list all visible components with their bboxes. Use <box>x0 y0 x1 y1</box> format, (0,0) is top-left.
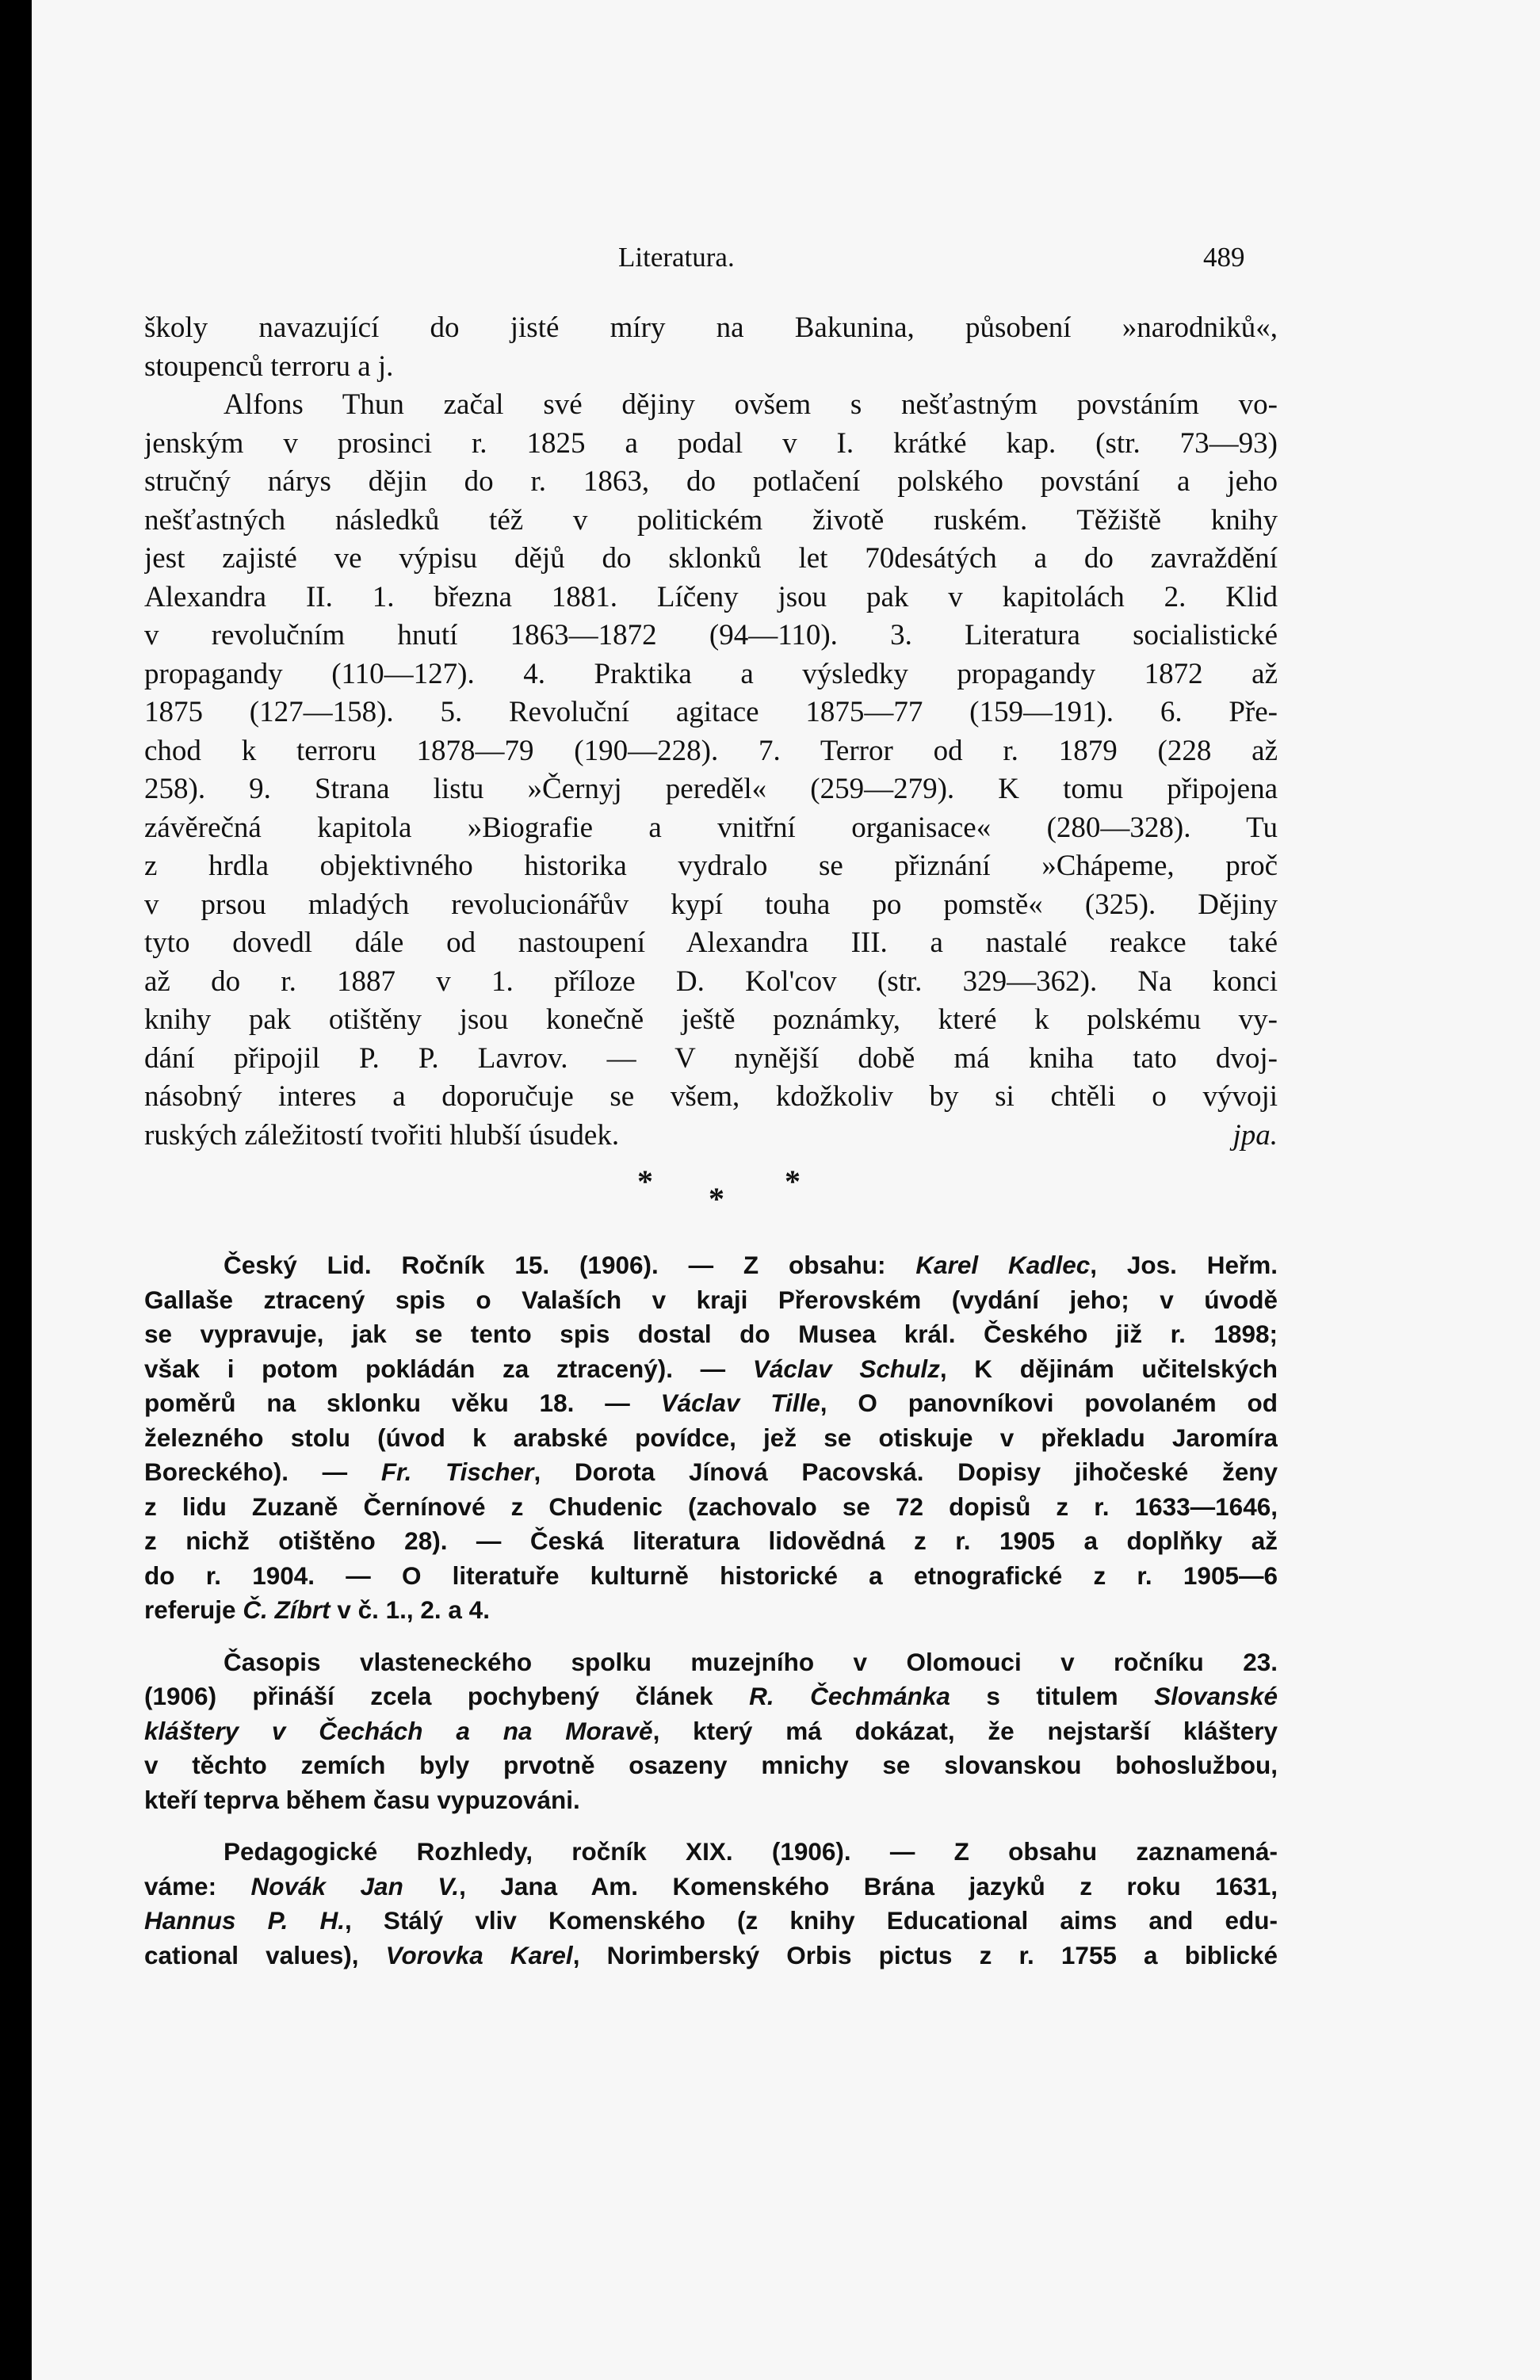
text-line: Alfons Thun začal své dějiny ovšem s nešťastným povstáním vo- <box>224 388 1278 421</box>
review-line: se vypravuje, jak se tento spis dostal do Musea král. Českého již r. 1898; <box>144 1320 1278 1348</box>
book-page <box>32 0 1540 2380</box>
article-text <box>144 309 1278 1155</box>
text-line: stoupenců terroru a j. <box>144 350 394 383</box>
text-line: školy navazující do jisté míry na Bakunina, působení »narodniků«, <box>144 311 1278 344</box>
text-line: tyto dovedl dále od nastoupení Alexandra III. a nastalé reakce také <box>144 926 1278 959</box>
review-line: cational values), Vorovka Karel, Norimberský Orbis pictus z r. 1755 a biblické <box>144 1940 1278 1969</box>
text-line: Alexandra II. 1. března 1881. Líčeny jsou pak v kapitolách 2. Klid <box>144 580 1278 613</box>
text-line: až do r. 1887 v 1. příloze D. Kol'cov (str. 329—362). Na konci <box>144 965 1278 998</box>
text-line: jenským v prosinci r. 1825 a podal v I. krátké kap. (str. 73—93) <box>144 426 1278 460</box>
review-line: (1906) přináší zcela pochybený článek R. Čechmánka s titulem Slovanské <box>144 1682 1278 1710</box>
separator-star: * <box>637 1163 653 1199</box>
review-line: z lidu Zuzaně Černínové z Chudenic (zachovalo se 72 dopisů z r. 1633—1646, <box>144 1492 1278 1521</box>
review-line: Gallaše ztracený spis o Valaších v kraji Přerovském (vydání jeho; v úvodě <box>144 1285 1278 1314</box>
review-line: Boreckého). — Fr. Tischer, Dorota Jínová Pacovská. Dopisy jihočeské ženy <box>144 1457 1278 1486</box>
review-line: však i potom pokládán za ztracený). — Václav Schulz, K dějinám učitelských <box>144 1354 1278 1383</box>
review-line: z nichž otištěno 28). — Česká literatura lidovědná z r. 1905 a doplňky až <box>144 1526 1278 1555</box>
page-header <box>32 242 1540 281</box>
review-line: do r. 1904. — O literatuře kulturně historické a etnografické z r. 1905—6 <box>144 1561 1278 1590</box>
text-line <box>144 1117 1278 1156</box>
review-line: poměrů na sklonku věku 18. — Václav Tille, O panovníkovi povolaném od <box>144 1389 1278 1417</box>
review-line: kteří teprva během času vypuzováni. <box>144 1785 580 1814</box>
page-number: 489 <box>1203 242 1245 273</box>
text-line: v revolučním hnutí 1863—1872 (94—110). 3. Literatura socialistické <box>144 619 1278 651</box>
scan-border <box>0 0 32 2380</box>
text-line: v prsou mladých revolucionářův kypí touha po pomstě« (325). Dějiny <box>144 888 1278 921</box>
review-entry <box>144 1248 1278 1628</box>
review-line: Český Lid. Ročník 15. (1906). — Z obsahu: Karel Kadlec, Jos. Heřm. <box>224 1251 1278 1279</box>
review-line: kláštery v Čechách a na Moravě, který má dokázat, že nejstarší kláštery <box>144 1716 1278 1745</box>
text-line: stručný nárys dějin do r. 1863, do potlačení polského povstání a jeho <box>144 465 1278 498</box>
review-line: Hannus P. H., Stálý vliv Komenského (z knihy Educational aims and edu- <box>144 1906 1278 1935</box>
text-line: závěrečná kapitola »Biografie a vnitřní organisace« (280—328). Tu <box>144 811 1278 844</box>
text-line: chod k terroru 1878—79 (190—228). 7. Terror od r. 1879 (228 až <box>144 734 1278 767</box>
review-line: Pedagogické Rozhledy, ročník XIX. (1906). — Z obsahu zaznamená- <box>224 1837 1278 1866</box>
text-line: 258). 9. Strana listu »Černyj pereděl« (259—279). K tomu připojena <box>144 773 1278 805</box>
text-line: jest zajisté ve výpisu dějů do sklonků let 70desátých a do zavraždění <box>144 542 1278 575</box>
review-line: referuje Č. Zíbrt v č. 1., 2. a 4. <box>144 1595 490 1624</box>
text-line: z hrdla objektivného historika vydralo se přiznání »Chápeme, proč <box>144 850 1278 882</box>
review-entry <box>144 1645 1278 1818</box>
text-line: násobný interes a doporučuje se všem, kdožkoliv by si chtěli o vývoji <box>144 1080 1278 1113</box>
text-line: nešťastných následků též v politickém životě ruském. Těžiště knihy <box>144 503 1278 537</box>
text-line: knihy pak otištěny jsou konečně ještě poznámky, které k polskému vy- <box>144 1003 1278 1036</box>
running-title: Literatura. <box>618 242 735 273</box>
text-line: dání připojil P. P. Lavrov. — V nynější době má kniha tato dvoj- <box>144 1041 1278 1075</box>
text-line: 1875 (127—158). 5. Revoluční agitace 1875—77 (159—191). 6. Pře- <box>144 696 1278 728</box>
text-line-content: ruských záležitostí tvořiti hlubší úsudek. <box>144 1118 620 1152</box>
review-line: železného stolu (úvod k arabské povídce, jež se otiskuje v překladu Jaromíra <box>144 1423 1278 1452</box>
text-line: propagandy (110—127). 4. Praktika a výsledky propagandy 1872 až <box>144 657 1278 690</box>
review-line: váme: Novák Jan V., Jana Am. Komenského Brána jazyků z roku 1631, <box>144 1871 1278 1901</box>
review-line: Časopis vlasteneckého spolku muzejního v Olomouci v ročníku 23. <box>224 1647 1278 1676</box>
separator-star: * <box>785 1163 801 1199</box>
review-entry <box>144 1835 1278 1973</box>
author-signature: jpa. <box>1232 1118 1278 1152</box>
section-separator <box>144 1155 1278 1242</box>
page-body <box>144 309 1278 1973</box>
periodical-reviews <box>144 1248 1278 1973</box>
review-line: v těchto zemích byly prvotně osazeny mnichy se slovanskou bohoslužbou, <box>144 1751 1278 1779</box>
separator-star: * <box>709 1181 724 1217</box>
